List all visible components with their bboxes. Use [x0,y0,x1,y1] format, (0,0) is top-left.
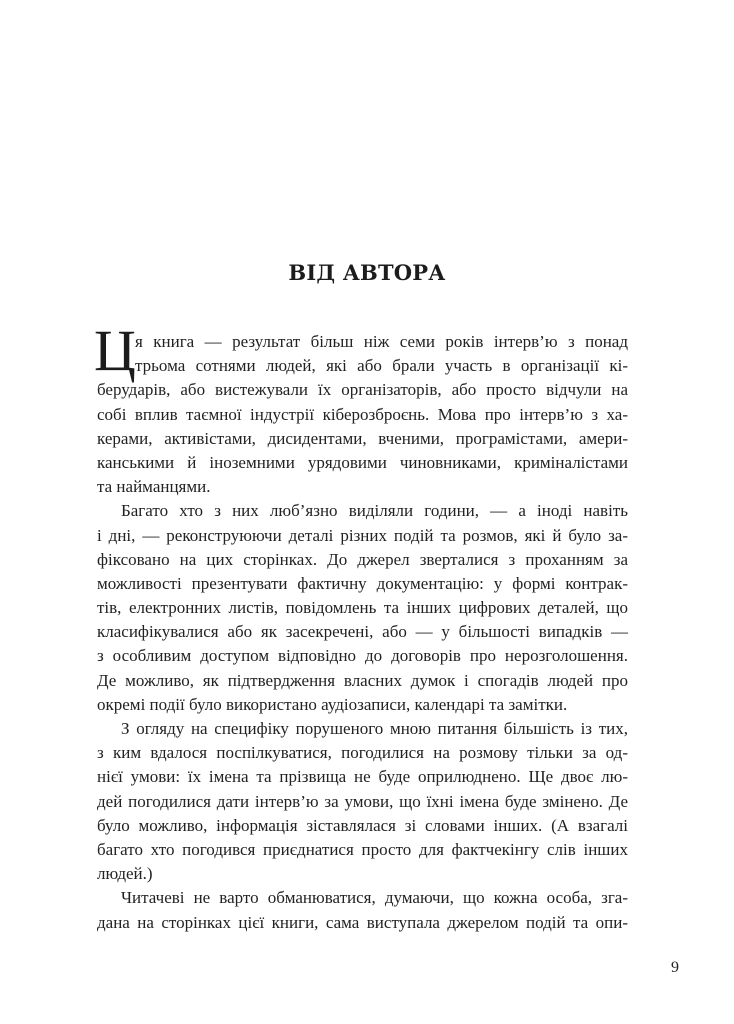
text-line: було можливо, інформація зіставлялася зі словами інших. (А взагалі [97,815,628,835]
text-line: і дні, — реконструюючи деталі різних подій та розмов, які й було за- [97,525,628,545]
text-line: та найманцями. [97,477,211,497]
chapter-title: ВІД АВТОРА [288,260,446,285]
body-text [97,330,628,935]
text-line: керами, активістами, дисидентами, вченими, програмістами, амери- [97,428,628,448]
paragraph-3 [97,717,628,886]
text-line: багато хто погодився приєднатися просто для фактчекінгу слів інших [97,839,628,859]
text-line: берударів, або вистежували їх організаторів, або просто відчули на [97,380,628,400]
text-line: трьома сотнями людей, які або брали участь в організації кі- [135,356,628,376]
text-line: З огляду на специфіку порушеного мною питання більшість із тих, [121,719,628,738]
text-line: дана на сторінках цієї книги, сама виступала джерелом подій та опи- [97,912,628,932]
text-line: класифікувалися або як засекречені, або — у більшості випадків — [97,622,628,642]
page-number: 9 [671,959,679,976]
text-line: фіксовано на цих сторінках. До джерел зверталися з проханням за [97,549,628,569]
text-line: з ким вдалося поспілкуватися, погодилися на розмову тільки за од- [97,743,628,763]
text-line: дей погодилися дати інтерв’ю за умови, що їхні імена буде змінено. Де [97,791,628,811]
text-line: можливості презентувати фактичну документацію: у формі контрак- [97,573,628,593]
text-line: Читачеві не варто обманюватися, думаючи, що кожна особа, зга- [121,888,628,908]
text-line: тів, електронних листів, повідомлень та інших цифрових деталей, що [97,598,628,618]
drop-cap: Ц [94,318,136,383]
text-line: собі вплив таємної індустрії кіберозброєнь. Мова про інтерв’ю з ха- [97,404,628,424]
text-line: канськими й іноземними урядовими чиновниками, криміналістами [97,452,628,472]
paragraph-2 [97,499,628,717]
text-line: нієї умови: їх імена та прізвища не буде оприлюднено. Ще двоє лю- [97,767,628,787]
text-line: з особливим доступом відповідно до договорів про нерозголошення. [97,646,628,666]
paragraph-4 [97,886,628,934]
text-line: Де можливо, як підтвердження власних думок і спогадів людей про [97,670,628,690]
text-line: Багато хто з них люб’язно виділяли години, — а іноді навіть [121,501,628,521]
paragraph-1 [97,330,628,499]
text-line: я книга — результат більш ніж семи років інтерв’ю з понад [135,332,628,351]
text-line: людей.) [97,864,153,884]
text-line: окремі події було використано аудіозаписи, календарі та замітки. [97,694,568,714]
